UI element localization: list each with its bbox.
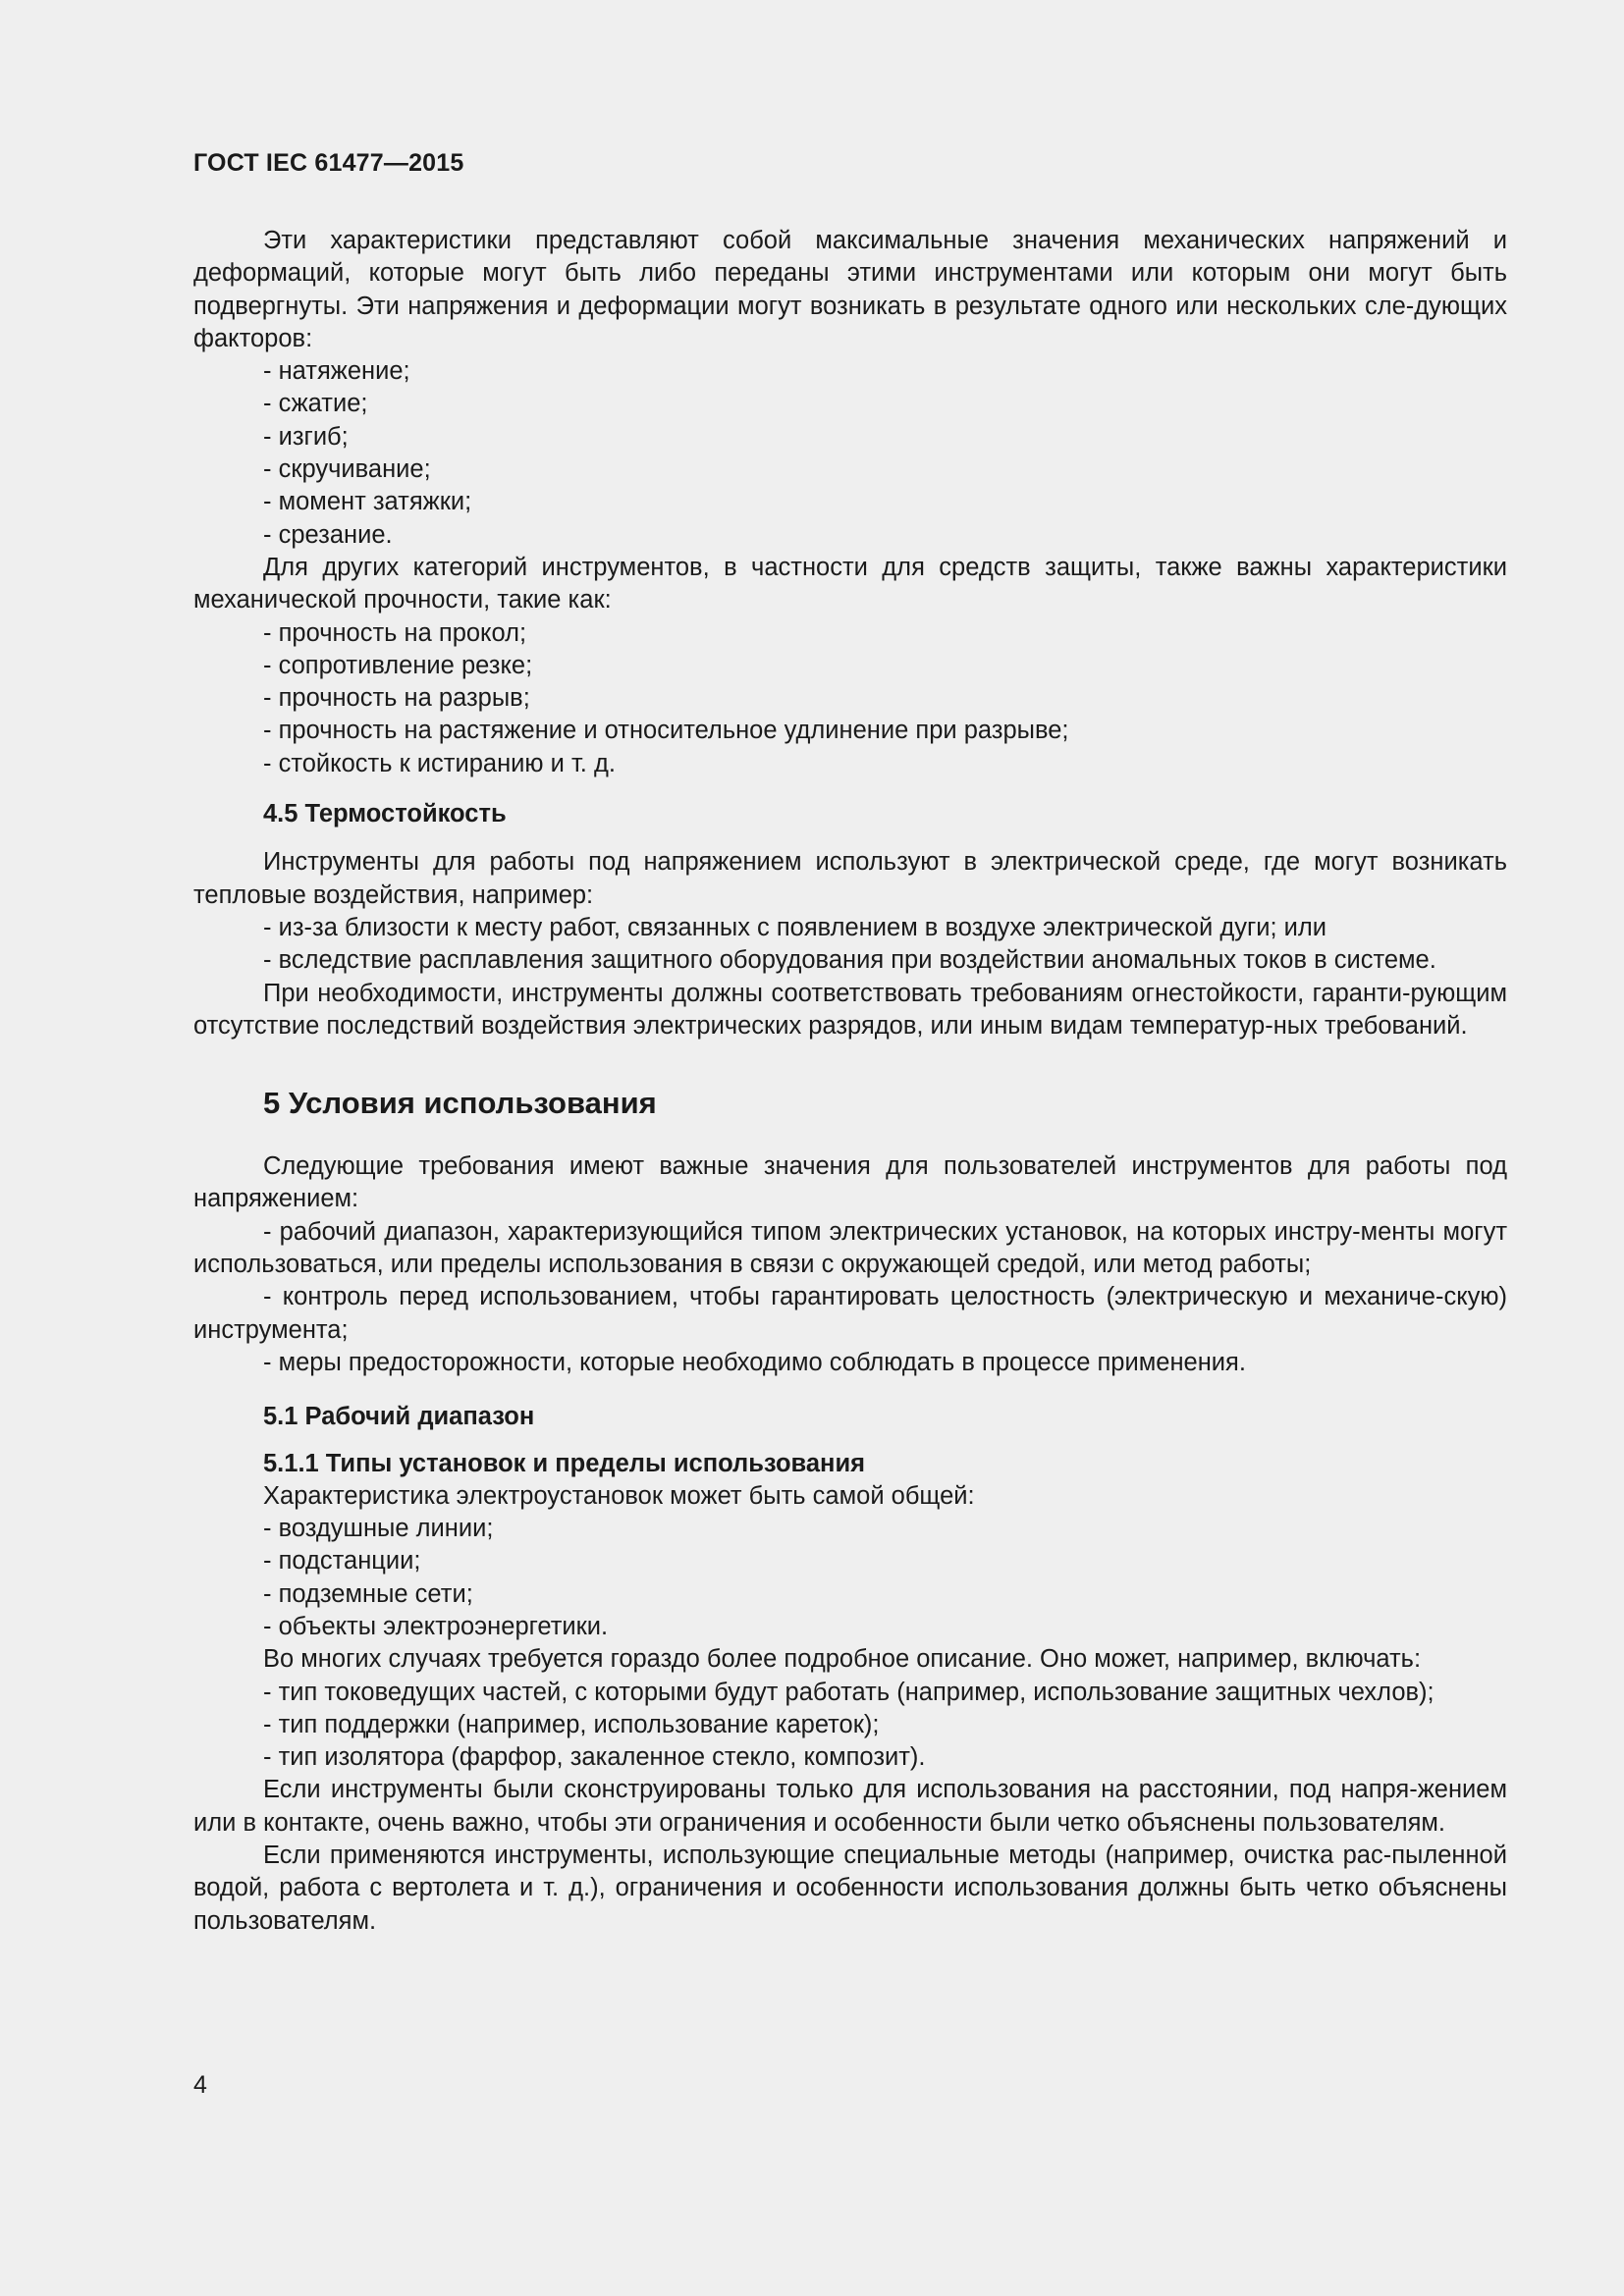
list-item: - подстанции; <box>263 1547 421 1575</box>
section-5-heading: 5 Условия использования <box>263 1086 657 1121</box>
list-item: - воздушные линии; <box>263 1515 494 1543</box>
section-4-5-heading: 4.5 Термостойкость <box>263 800 507 828</box>
list-item: - сжатие; <box>263 390 368 418</box>
page-number: 4 <box>193 2071 207 2099</box>
paragraph-5-1-1-detail-intro: Во многих случаях требуется гораздо более подробное описание. Оно может, например, включать: <box>263 1645 1422 1674</box>
list-item: - тип поддержки (например, использование кареток); <box>263 1710 880 1738</box>
list-item: - контроль перед использованием, чтобы гарантировать целостность (электрическую и механиче-скую) инструмента; <box>193 1283 1507 1344</box>
list-item: - тип токоведущих частей, с которыми будут работать (например, использование защитных чехлов); <box>263 1678 1435 1706</box>
paragraph-other-intro: Для других категорий инструментов, в частности для средств защиты, также важны характеристики механической прочности, такие как: <box>193 553 1507 614</box>
list-item: - стойкость к истиранию и т. д. <box>263 749 616 777</box>
list-item: - срезание. <box>263 520 393 549</box>
paragraph-4-5-conclusion: При необходимости, инструменты должны соответствовать требованиям огнестойкости, гаранти-рующим отсутствие последствий воздействия электрических разрядов, или иным видам температур-ных требований. <box>193 979 1507 1040</box>
page-content <box>193 225 1507 1938</box>
paragraph-5-1-1-para-2: Если применяются инструменты, использующие специальные методы (например, очистка рас-пыленной водой, работа с вертолета и т. д.), ограничения и особенности использования должны быть четко объяснены пользователям. <box>193 1842 1507 1935</box>
list-item: - прочность на разрыв; <box>263 684 530 713</box>
list-item: - натяжение; <box>263 357 410 386</box>
section-5-1-1-heading: 5.1.1 Типы установок и пределы использования <box>263 1449 866 1477</box>
paragraph-5-1-1-intro: Характеристика электроустановок может быть самой общей: <box>263 1481 975 1510</box>
list-item: - меры предосторожности, которые необходимо соблюдать в процессе применения. <box>263 1348 1246 1376</box>
list-item: - тип изолятора (фарфор, закаленное стекло, композит). <box>263 1743 926 1772</box>
list-item: - объекты электроэнергетики. <box>263 1612 609 1640</box>
list-item: - прочность на прокол; <box>263 618 527 647</box>
list-item: - момент затяжки; <box>263 488 472 516</box>
document-header: ГОСТ IEC 61477—2015 <box>193 149 464 177</box>
list-item: - подземные сети; <box>263 1579 473 1608</box>
paragraph-4-5-intro: Инструменты для работы под напряжением используют в электрической среде, где могут возникать тепловые воздействия, например: <box>193 848 1507 909</box>
paragraph-5-1-1-para-1: Если инструменты были сконструированы только для использования на расстоянии, под напря-жением или в контакте, очень важно, чтобы эти ограничения и особенности были четко объяснены пользователям. <box>193 1776 1507 1837</box>
paragraph-intro: Эти характеристики представляют собой максимальные значения механических напряжений и деформаций, которые могут быть либо переданы этими инструментами или которым они могут быть подвергнуты. Эти напряжения и деформации могут возникать в результате одного или нескольких сле-дующих факторов: <box>193 227 1507 352</box>
paragraph-5-intro: Следующие требования имеют важные значения для пользователей инструментов для работы под напряжением: <box>193 1152 1507 1213</box>
list-item: - скручивание; <box>263 455 431 484</box>
list-item: - вследствие расплавления защитного оборудования при воздействии аномальных токов в системе. <box>263 946 1436 975</box>
list-item: - сопротивление резке; <box>263 651 533 679</box>
list-item: - рабочий диапазон, характеризующийся типом электрических установок, на которых инстру-менты могут использоваться, или пределы использования в связи с окружающей средой, или метод работы; <box>193 1217 1507 1279</box>
section-5-1-heading: 5.1 Рабочий диапазон <box>263 1403 535 1431</box>
list-item: - изгиб; <box>263 422 349 451</box>
list-item: - из-за близости к месту работ, связанных с появлением в воздухе электрической дуги; или <box>263 913 1327 941</box>
list-item: - прочность на растяжение и относительное удлинение при разрыве; <box>263 717 1069 745</box>
